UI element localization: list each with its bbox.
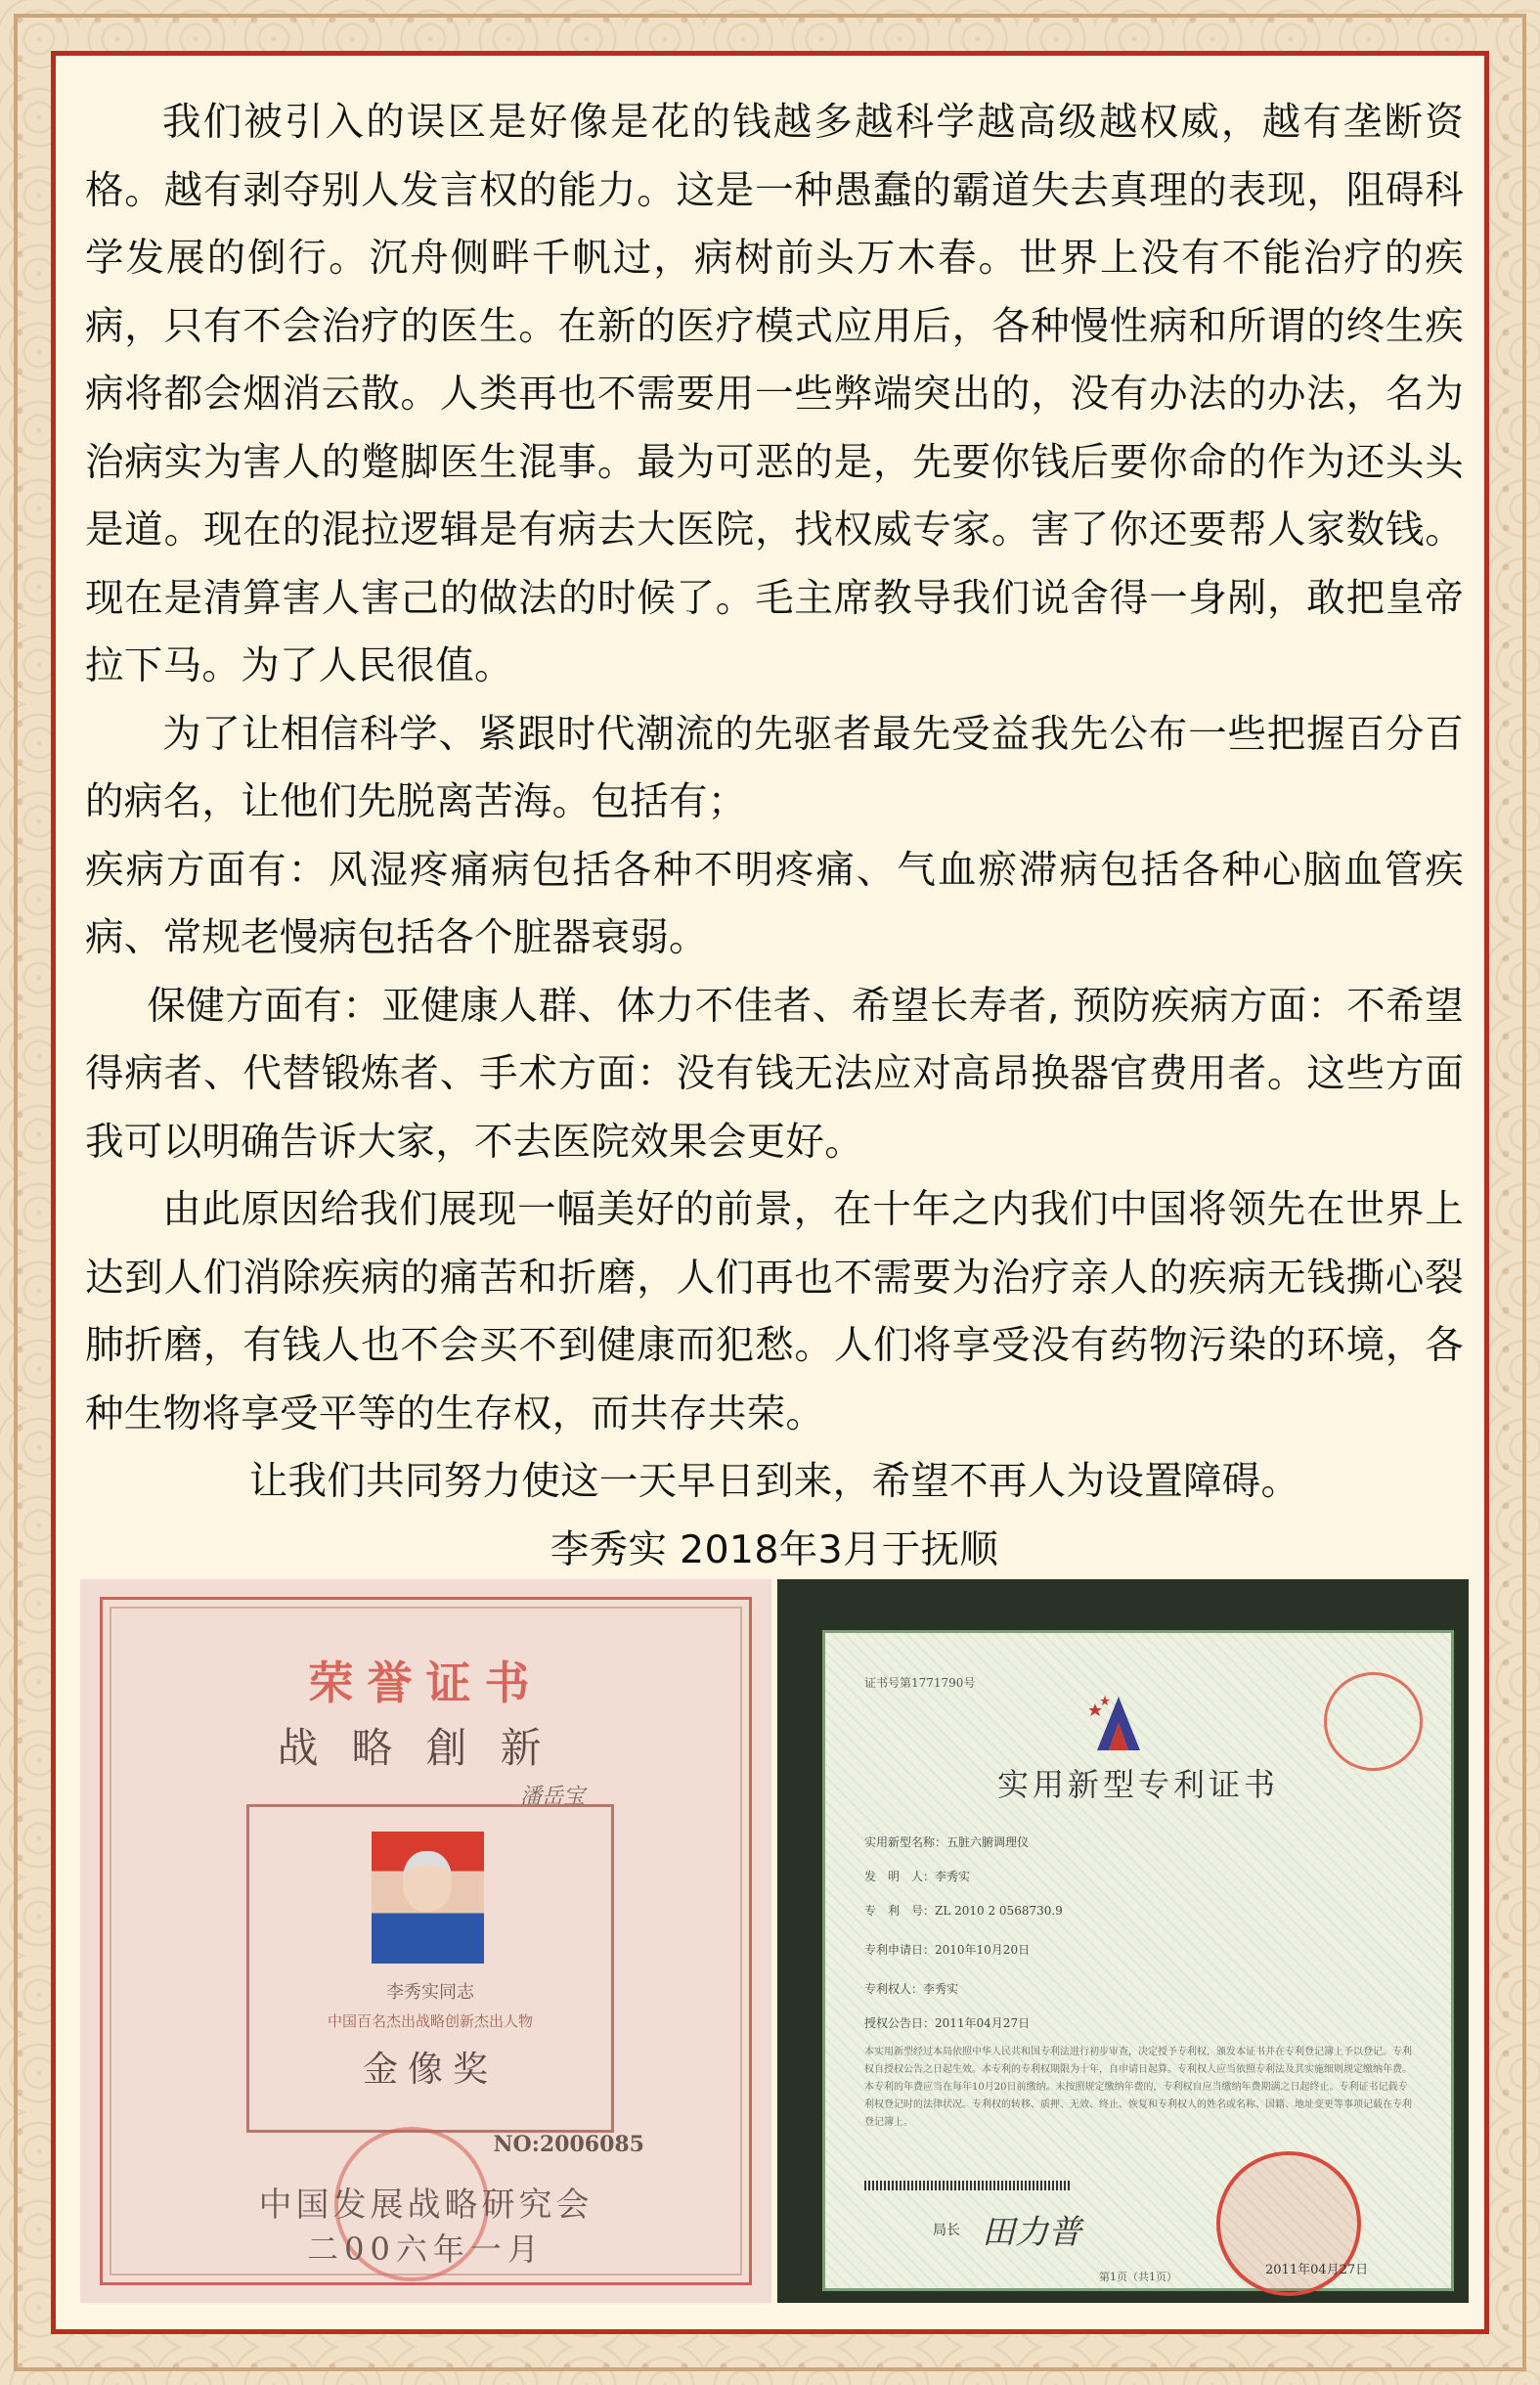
portrait-photo [372,1832,484,1964]
patent-cert-paper [822,1630,1454,2291]
paragraph-4: 保健方面有：亚健康人群、体力不佳者、希望长寿者, 预防疾病方面：不希望得病者、代替锻炼者、手术方面：没有钱无法应对高昂换器官费用者。这些方面我可以明确告诉大家，不去医院效果会更好。 [85,983,1464,1165]
patent-field: 专 利 号：ZL 2010 2 0568730.9 [864,1904,1063,1918]
patent-signer-label: 局长 [933,2223,960,2238]
paragraph-2: 为了让相信科学、紧跟时代潮流的先驱者最先受益我先公布一些把握百分百的病名，让他们先脱离苦海。包括有； [85,711,1464,824]
patent-field: 实用新型名称：五脏六腑调理仪 [864,1835,1030,1849]
patent-seal-date: 2011年04月27日 [1265,2263,1369,2277]
patent-cert-title: 实用新型专利证书 [996,1766,1279,1803]
paragraph-3: 疾病方面有：风湿疼痛病包括各种不明疼痛、气血瘀滞病包括各种心脑血管疾病、常规老慢病包括各个脏器衰弱。 [85,847,1464,960]
honor-cert-award: 金像奖 [362,2050,498,2090]
red-stamp-icon [1324,1672,1423,1771]
honor-cert-number: NO:2006085 [493,2132,644,2157]
paragraph-6: 让我们共同努力使这一天早日到来，希望不再人为设置障碍。 [248,1459,1300,1504]
honor-cert-date: 二00六年一月 [307,2230,545,2268]
honor-cert-org: 中国发展战略研究会 [258,2186,594,2225]
honor-certificate-image [80,1579,771,2303]
patent-field: 专利申请日：2010年10月20日 [864,1943,1031,1957]
patent-field: 发 明 人：李秀实 [864,1870,971,1883]
patent-field: 授权公告日：2011年04月27日 [864,2016,1031,2030]
content-panel [51,51,1489,2334]
paragraph-5: 由此原因给我们展现一幅美好的前景，在十年之内我们中国将领先在世界上达到人们消除疾病的痛苦和折磨，人们再也不需要为治疗亲人的疾病无钱撕心裂肺折磨，有钱人也不会买不到健康而犯愁。人们将享受没有药物污染的环境，各种生物将享受平等的生存权，而共存共荣。 [85,1187,1464,1436]
honor-cert-calligrapher: 潘岳宝 [520,1785,586,1809]
patent-field: 专利权人：李秀实 [864,1982,959,1996]
honor-cert-name: 李秀实同志 [386,1982,474,2003]
patent-signer: 田力普 [982,2213,1081,2252]
patent-certificate-image [777,1579,1469,2303]
patent-cert-number: 证书号第1771790号 [864,1676,976,1690]
patent-office-logo-icon [1089,1692,1148,1760]
paragraph-1: 我们被引入的误区是好像是花的钱越多越科学越高级越权威，越有垄断资格。越有剥夺别人发言权的能力。这是一种愚蠢的霸道失去真理的表现，阻碍科学发展的倒行。沉舟侧畔千帆过，病树前头万木春。世界上没有不能治疗的疾病，只有不会治疗的医生。在新的医疗模式应用后，各种慢性病和所谓的终生疾病将都会烟消云散。人类再也不需要用一些弊端突出的，没有办法的办法，名为治病实为害人的蹩脚医生混事。最为可恶的是，先要你钱后要你命的作为还头头是道。现在的混拉逻辑是有病去大医院，找权威专家。害了你还要帮人家数钱。现在是清算害人害己的做法的时候了。毛主席教导我们说舍得一身剐，敢把皇帝拉下马。为了人民很值。 [85,100,1464,688]
honor-cert-line: 中国百名杰出战略创新杰出人物 [327,2012,533,2030]
article-text [85,89,1464,1584]
honor-cert-inner-frame [246,1804,614,2133]
patent-cert-page: 第1页（共1页） [1099,2271,1177,2283]
honor-cert-subtitle: 战略創新 [277,1724,575,1772]
patent-cert-body: 本实用新型经过本局依照中华人民共和国专利法进行初步审查，决定授予专利权，颁发本证书并在专利登记簿上予以登记。专利权自授权公告之日起生效。本专利的专利权期限为十年，自申请日起算。专利权人应当依照专利法及其实施细则规定缴纳年费。本专利的年费应当在每年10月20日前缴纳。未按照规定缴纳年费的，专利权自应当缴纳年费期满之日起终止。专利证书记载专利权登记时的法律状况。专利权的转移、质押、无效、终止、恢复和专利权人的姓名或名称、国籍、地址变更等事项记载在专利登记簿上。 [864,2047,1412,2128]
honor-cert-title: 荣誉证书 [308,1656,544,1709]
signature: 李秀实 2018年3月于抚顺 [550,1526,999,1572]
barcode [864,2181,1070,2190]
